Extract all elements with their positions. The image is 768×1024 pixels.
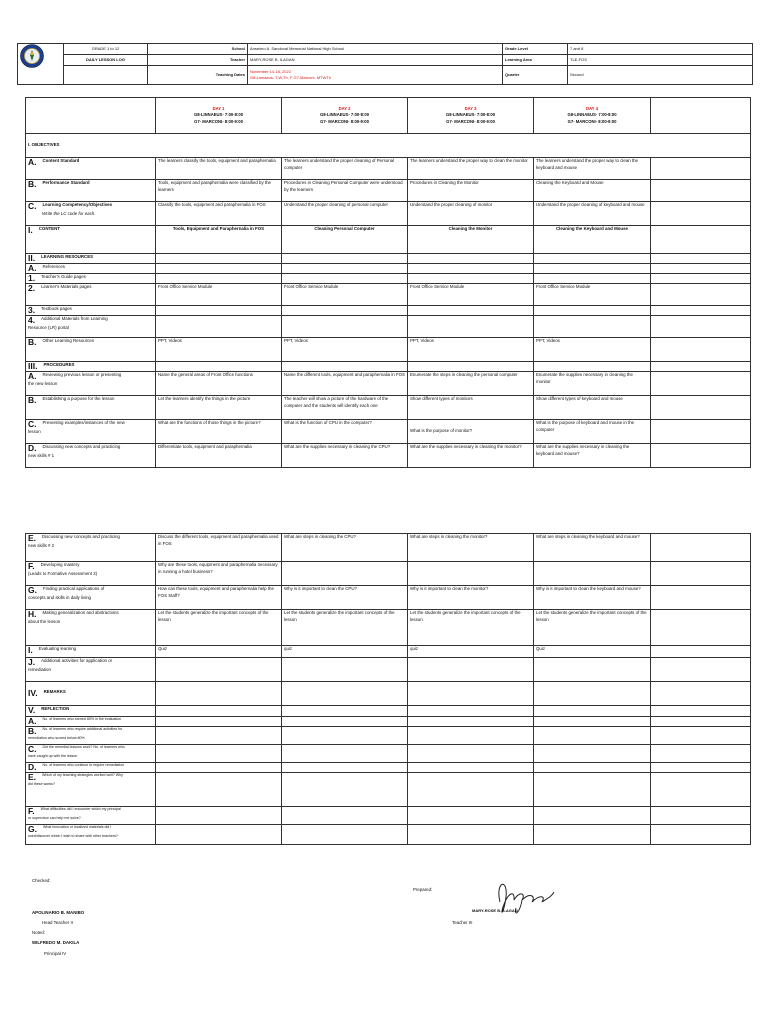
grade-level-label: Grade Level (503, 44, 568, 55)
cell (408, 773, 534, 807)
cell (408, 763, 534, 773)
cell (651, 306, 751, 316)
cell (282, 658, 408, 682)
cell: What are the supplies necessary in cleaning the monitor? (408, 444, 534, 468)
teaching-dates-value (248, 66, 503, 85)
cell: Name the general areas of Front Office functions (156, 372, 282, 396)
cell (651, 264, 751, 274)
cell (282, 274, 408, 284)
cell: Procedures in Cleaning Personal Computer were understood by the learners (282, 180, 408, 202)
cell (534, 773, 651, 807)
cell (156, 745, 282, 763)
row-learning-resources-label: II. LEARNING RESOURCES (26, 254, 156, 264)
teacher-value: MARY-ROSE B. ILAGAN (248, 55, 503, 66)
cell: Differentiate tools, equipment and paraphernalia (156, 444, 282, 468)
cell (651, 420, 751, 444)
cell (408, 264, 534, 274)
cell (534, 745, 651, 763)
cell (156, 717, 282, 727)
row-performance-label: B. Performance Standard (26, 180, 156, 202)
cell (534, 807, 651, 825)
cell (534, 274, 651, 284)
cell (156, 316, 282, 338)
cell (156, 825, 282, 845)
cell (534, 727, 651, 745)
cell (651, 372, 751, 396)
cell (156, 658, 282, 682)
teacher-name: MARY-ROSE B. ILAGAN (472, 908, 518, 913)
cell (156, 727, 282, 745)
quarter-value: Second (568, 66, 753, 85)
cell (534, 254, 651, 264)
row-reflection-d-label: D. No. of learners who continue to require remediation (26, 763, 156, 773)
row-discussing-1-label: D. Discussing new concepts and practicing new skills # 1 (26, 444, 156, 468)
cell (651, 807, 751, 825)
cell: Front Office Service Module (408, 284, 534, 306)
cell (534, 306, 651, 316)
grade-range: GRADE 1 to 12 (64, 44, 148, 55)
row-evaluating-label: I. Evaluating learning (26, 646, 156, 658)
cell (651, 202, 751, 226)
row-reflection-b-label: B. No. of learners who require additional activities for remediation who scored below 80% (26, 727, 156, 745)
cell: Cleaning the Monitor (408, 226, 534, 254)
cell (408, 706, 534, 717)
cell: What are the supplies necessary in cleaning the CPU? (282, 444, 408, 468)
row-applications-label: G. Finding practical applications of concepts and skills in daily living (26, 586, 156, 610)
cell (534, 658, 651, 682)
cell (651, 180, 751, 202)
day-3-header: DAY 3 G8-LINNAEUS- 7:00-8:00 G7- MARCONI- 8:00-9:00 (408, 98, 534, 134)
section-objectives: I. OBJECTIVES (26, 134, 751, 158)
cell (282, 254, 408, 264)
blank-cell (64, 66, 148, 85)
header-table (17, 43, 753, 85)
teacher-title: Teacher III (452, 920, 473, 925)
cell: What are steps in cleaning the CPU? (282, 534, 408, 562)
cell (408, 745, 534, 763)
row-content-standard-label: A. Content Standard (26, 158, 156, 180)
cell (282, 727, 408, 745)
cell (156, 807, 282, 825)
cell (651, 338, 751, 362)
cell: Why is it important to clean the CPU? (282, 586, 408, 610)
row-other-resources-label: B. Other Learning Resources (26, 338, 156, 362)
row-reflection-f-label: F. What difficulties did I encounter which my principal or supervisor can help me solve? (26, 807, 156, 825)
row-reflection-c-label: C. Did the remedial lessons work? No. of learners who have caught up with the lesson (26, 745, 156, 763)
checked-label: Checked: (32, 878, 51, 883)
cell: Show different types of keyboard and mouse (534, 396, 651, 420)
cell: Understand the proper cleaning of monitor (408, 202, 534, 226)
cell (408, 825, 534, 845)
row-competency-label: C. Learning Competency/Objectives Write the LC code for each. (26, 202, 156, 226)
cell: Front Office Service Module (282, 284, 408, 306)
cell: The teacher will show a picture of the hardware of the computer and the students will identify each one (282, 396, 408, 420)
cell: What is the purpose of monitor? (408, 420, 534, 444)
quarter-label: Quarter (503, 66, 568, 85)
cell: What are the functions of those things in the picture? (156, 420, 282, 444)
cell: PPT, Videos (534, 338, 651, 362)
day-1-header: DAY 1 G8-LINNAEUS- 7:00-8:00 G7- MARCONI- 8:00-9:00 (156, 98, 282, 134)
cell: quiz (408, 646, 534, 658)
cell (651, 534, 751, 562)
row-remarks-label: IV. REMARKS (26, 682, 156, 706)
row-examples-label: C. Presenting examples/instances of the new lesson (26, 420, 156, 444)
cell: PPT, Videos (408, 338, 534, 362)
dates-line-1: November 14-18, 2022 (250, 69, 291, 74)
cell: Cleaning the Keyboard and Mouse (534, 226, 651, 254)
learning-area-value: TLE-FOS (568, 55, 753, 66)
cell (282, 807, 408, 825)
cell (282, 717, 408, 727)
cell (282, 745, 408, 763)
cell (534, 706, 651, 717)
noted-label: Noted: (32, 930, 45, 935)
cell (651, 646, 751, 658)
cell: Understand the proper cleaning of personal computer (282, 202, 408, 226)
cell (282, 763, 408, 773)
cell (282, 825, 408, 845)
cell (534, 763, 651, 773)
head-teacher-title: Head Teacher II (42, 920, 73, 925)
cell: Understand the proper cleaning of keyboard and mouse (534, 202, 651, 226)
cell (156, 264, 282, 274)
head-teacher-name: APOLINARIO B. MANIBO (32, 910, 85, 915)
cell (651, 284, 751, 306)
cell (408, 717, 534, 727)
cell (651, 763, 751, 773)
cell: Enumerate the supplies necessary in cleaning the monitor (534, 372, 651, 396)
teacher-signature (470, 872, 556, 922)
cell (156, 362, 282, 372)
cell (408, 807, 534, 825)
seal-cell (18, 44, 64, 85)
cell (534, 316, 651, 338)
cell: The learners understand the proper cleaning of Personal computer (282, 158, 408, 180)
doc-title: DAILY LESSON LOG (64, 55, 148, 66)
cell (651, 274, 751, 284)
cell: Tools, equipment and paraphernalia were classified by the learners (156, 180, 282, 202)
cell (282, 562, 408, 586)
cell (534, 362, 651, 372)
cell: Tools, Equipment and Paraphernalia in FOS (156, 226, 282, 254)
row-review-label: A. Reviewing previous lesson or presenting the new lesson (26, 372, 156, 396)
cell (651, 727, 751, 745)
principal-title: Principal IV (44, 951, 67, 956)
prepared-label: Prepared: (413, 887, 433, 892)
cell (534, 682, 651, 706)
lesson-log-table-1 (25, 97, 751, 468)
row-reflection-g-label: G. What innovation or localized materials did I used/discover which I wish to share with other teachers? (26, 825, 156, 845)
cell (651, 825, 751, 845)
row-textbook-label: 3. Textbook pages (26, 306, 156, 316)
cell (651, 226, 751, 254)
cell: Procedures in Cleaning the Monitor (408, 180, 534, 202)
cell: Discuss the different tools, equipment and paraphernalia used in FOS (156, 534, 282, 562)
day-4-header: DAY 4 G8-LINNAEUS- 7:00-8:00 G7- MARCONI- 8:00-9:00 (534, 98, 651, 134)
dates-line-2: G8-Linnaeus- T,W,Th, F G7-Marconi- MTWTh (250, 75, 332, 80)
cell (282, 773, 408, 807)
cell (408, 682, 534, 706)
cell (651, 717, 751, 727)
cell: Let the students generalize the important concepts of the lesson (408, 610, 534, 646)
cell: Why is it important to clean the monitor? (408, 586, 534, 610)
row-additional-materials-label: 4. Additional Materials from Learning Resource (LR) portal (26, 316, 156, 338)
cell: The learners understand the proper way to clean the monitor (408, 158, 534, 180)
cell (156, 306, 282, 316)
cell (282, 706, 408, 717)
cell (651, 362, 751, 372)
cell: Let the students generalize the important concepts of the lesson (282, 610, 408, 646)
extra-col (651, 98, 751, 134)
cell: Why is it important to clean the keyboard and mouse? (534, 586, 651, 610)
teaching-dates-label: Teaching Dates (148, 66, 248, 85)
cell (651, 562, 751, 586)
cell: Show different types of monitors (408, 396, 534, 420)
cell: Front Office Service Module (156, 284, 282, 306)
row-generalization-label: H. Making generalization and abstractions about the lesson (26, 610, 156, 646)
cell: PPT, Videos (156, 338, 282, 362)
cell (282, 264, 408, 274)
cell (282, 316, 408, 338)
cell: What is the purpose of keyboard and mouse in the computer (534, 420, 651, 444)
cell: What is the function of CPU in the computer? (282, 420, 408, 444)
cell (408, 562, 534, 586)
cell: What are the supplies necessary in cleaning the keyboard and mouse? (534, 444, 651, 468)
corner-cell (26, 98, 156, 134)
cell: Let the learners identify the things in the picture (156, 396, 282, 420)
cell (156, 706, 282, 717)
cell (408, 362, 534, 372)
cell: Let the students generalize the important concepts of the lesson (156, 610, 282, 646)
cell (651, 658, 751, 682)
row-reflection-label: V. REFLECTION (26, 706, 156, 717)
cell (408, 254, 534, 264)
cell: Why are these tools, equipment and paraphernalia necessary in running a hotel business? (156, 562, 282, 586)
cell (534, 264, 651, 274)
cell: Cleaning Personal Computer (282, 226, 408, 254)
cell: What are steps in cleaning the keyboard and mouse? (534, 534, 651, 562)
cell: Quiz (534, 646, 651, 658)
cell (651, 682, 751, 706)
cell (408, 316, 534, 338)
cell (651, 745, 751, 763)
cell (651, 586, 751, 610)
row-reflection-e-label: E. Which of my teaching strategies worked well? Why did these works? (26, 773, 156, 807)
cell (651, 316, 751, 338)
cell: The learners classify the tools, equipment and paraphernalia (156, 158, 282, 180)
row-procedures-label: III. PROCEDURES (26, 362, 156, 372)
row-reflection-a-label: A. No. of learners who earned 80% in the evaluation (26, 717, 156, 727)
cell: Let the students generalize the important concepts of the lesson (534, 610, 651, 646)
row-content-label: I. CONTENT (26, 226, 156, 254)
cell (534, 825, 651, 845)
row-tg-pages-label: 1. Teacher's Guide pages (26, 274, 156, 284)
grade-level-value: 7 and 8 (568, 44, 753, 55)
cell (282, 306, 408, 316)
cell: Front Office Service Module (534, 284, 651, 306)
learning-area-label: Learning Area (503, 55, 568, 66)
cell (534, 717, 651, 727)
cell: Cleaning the Keyboard and Mouse (534, 180, 651, 202)
school-label: School (148, 44, 248, 55)
school-value: Anselmo A. Sandoval Memorial National High School (248, 44, 503, 55)
lesson-log-table-2 (25, 533, 751, 845)
cell (408, 274, 534, 284)
row-additional-activities-label: J. Additional activities for application or remediation (26, 658, 156, 682)
cell: The learners understand the proper way to clean the keyboard and mouse (534, 158, 651, 180)
cell (651, 444, 751, 468)
principal-name: WILFREDO M. DAKILA (32, 940, 80, 945)
cell: Name the different tools, equipment and paraphernalia in FOS (282, 372, 408, 396)
cell: Enumerate the steps in cleaning the personal computer (408, 372, 534, 396)
cell (651, 706, 751, 717)
cell (651, 396, 751, 420)
cell (156, 254, 282, 264)
cell (282, 682, 408, 706)
cell (408, 727, 534, 745)
cell (651, 158, 751, 180)
cell: What are steps in cleaning the monitor? (408, 534, 534, 562)
row-mastery-label: F. Developing mastery (Leads to Formative Assessment 3) (26, 562, 156, 586)
cell: Classify the tools, equipment and paraphernalia in FOS (156, 202, 282, 226)
cell (156, 773, 282, 807)
cell: How can these tools, equipment and paraphernalia help the FOS Staff? (156, 586, 282, 610)
row-references-label: A. References (26, 264, 156, 274)
cell (156, 274, 282, 284)
cell: quiz (282, 646, 408, 658)
cell (408, 658, 534, 682)
row-discussing-2-label: E. Discussing new concepts and practicing new skills # 2 (26, 534, 156, 562)
cell (408, 306, 534, 316)
cell (651, 610, 751, 646)
cell: Quiz (156, 646, 282, 658)
row-lm-pages-label: 2. Learner's Materials pages (26, 284, 156, 306)
cell (651, 254, 751, 264)
cell (651, 773, 751, 807)
cell: PPT, Videos (282, 338, 408, 362)
row-purpose-label: B. Establishing a purpose for the lesson (26, 396, 156, 420)
cell (156, 682, 282, 706)
cell (156, 763, 282, 773)
cell (282, 362, 408, 372)
cell (534, 562, 651, 586)
day-2-header: DAY 2 G8-LINNAEUS- 7:00-8:00 G7- MARCONI- 8:00-9:00 (282, 98, 408, 134)
teacher-label: Teacher (148, 55, 248, 66)
